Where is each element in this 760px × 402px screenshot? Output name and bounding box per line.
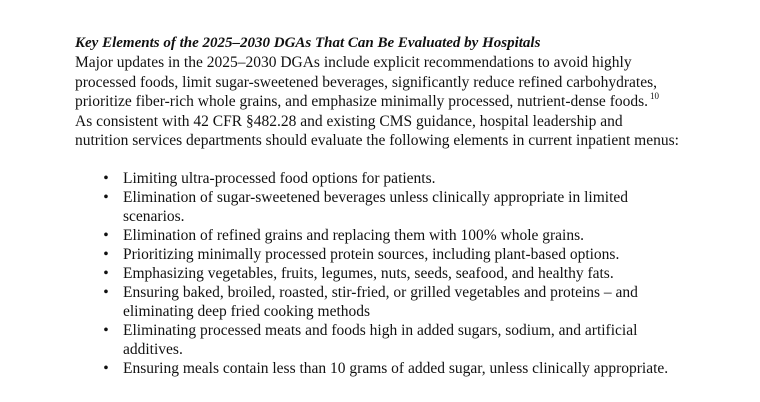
list-item: [75, 264, 735, 283]
paragraph-line: [75, 92, 735, 112]
list-item-text: additives.: [123, 340, 183, 358]
list-item: [75, 321, 735, 359]
list-item: [75, 188, 735, 226]
intro-paragraph: [75, 53, 735, 151]
list-item-text: Limiting ultra-processed food options for patients.: [123, 169, 436, 187]
list-item-text: eliminating deep fried cooking methods: [123, 302, 371, 320]
list-item: [75, 226, 735, 245]
list-item: [75, 245, 735, 264]
bullet-icon: •: [103, 188, 109, 206]
bullet-icon: •: [103, 264, 109, 282]
list-item: [75, 283, 735, 321]
paragraph-line: Major updates in the 2025–2030 DGAs include explicit recommendations to avoid highly: [75, 54, 632, 71]
section-heading: Key Elements of the 2025–2030 DGAs That Can Be Evaluated by Hospitals: [75, 35, 541, 51]
evaluation-elements-list: [75, 169, 735, 378]
list-item-text: Elimination of sugar-sweetened beverages unless clinically appropriate in limited: [123, 188, 628, 206]
footnote-reference: 10: [650, 91, 660, 101]
list-item-text: Emphasizing vegetables, fruits, legumes, nuts, seeds, seafood, and healthy fats.: [123, 264, 614, 282]
bullet-icon: •: [103, 226, 109, 244]
bullet-icon: •: [103, 359, 109, 377]
list-item-text: Prioritizing minimally processed protein sources, including plant-based options.: [123, 245, 620, 263]
bullet-icon: •: [103, 321, 109, 339]
paragraph-line: processed foods, limit sugar-sweetened beverages, significantly reduce refined carbohydrates,: [75, 73, 658, 91]
list-item: [75, 359, 735, 378]
list-item-text: Ensuring baked, broiled, roasted, stir-fried, or grilled vegetables and proteins – and: [123, 283, 638, 301]
bullet-icon: •: [103, 169, 109, 187]
paragraph-line: As consistent with 42 CFR §482.28 and existing CMS guidance, hospital leadership and: [75, 112, 623, 130]
list-item-text: Ensuring meals contain less than 10 grams of added sugar, unless clinically appropriate.: [123, 359, 669, 377]
list-item-text: scenarios.: [123, 207, 185, 225]
paragraph-line: nutrition services departments should evaluate the following elements in current inpatient menus:: [75, 132, 679, 149]
bullet-icon: •: [103, 283, 109, 301]
list-item-text: Elimination of refined grains and replacing them with 100% whole grains.: [123, 226, 585, 244]
list-item-text: Eliminating processed meats and foods high in added sugars, sodium, and artificial: [123, 321, 638, 339]
list-item: [75, 169, 735, 188]
paragraph-line-text: prioritize fiber-rich whole grains, and emphasize minimally processed, nutrient-dense foods.: [75, 93, 649, 110]
bullet-icon: •: [103, 245, 109, 263]
document-page: [75, 33, 735, 378]
